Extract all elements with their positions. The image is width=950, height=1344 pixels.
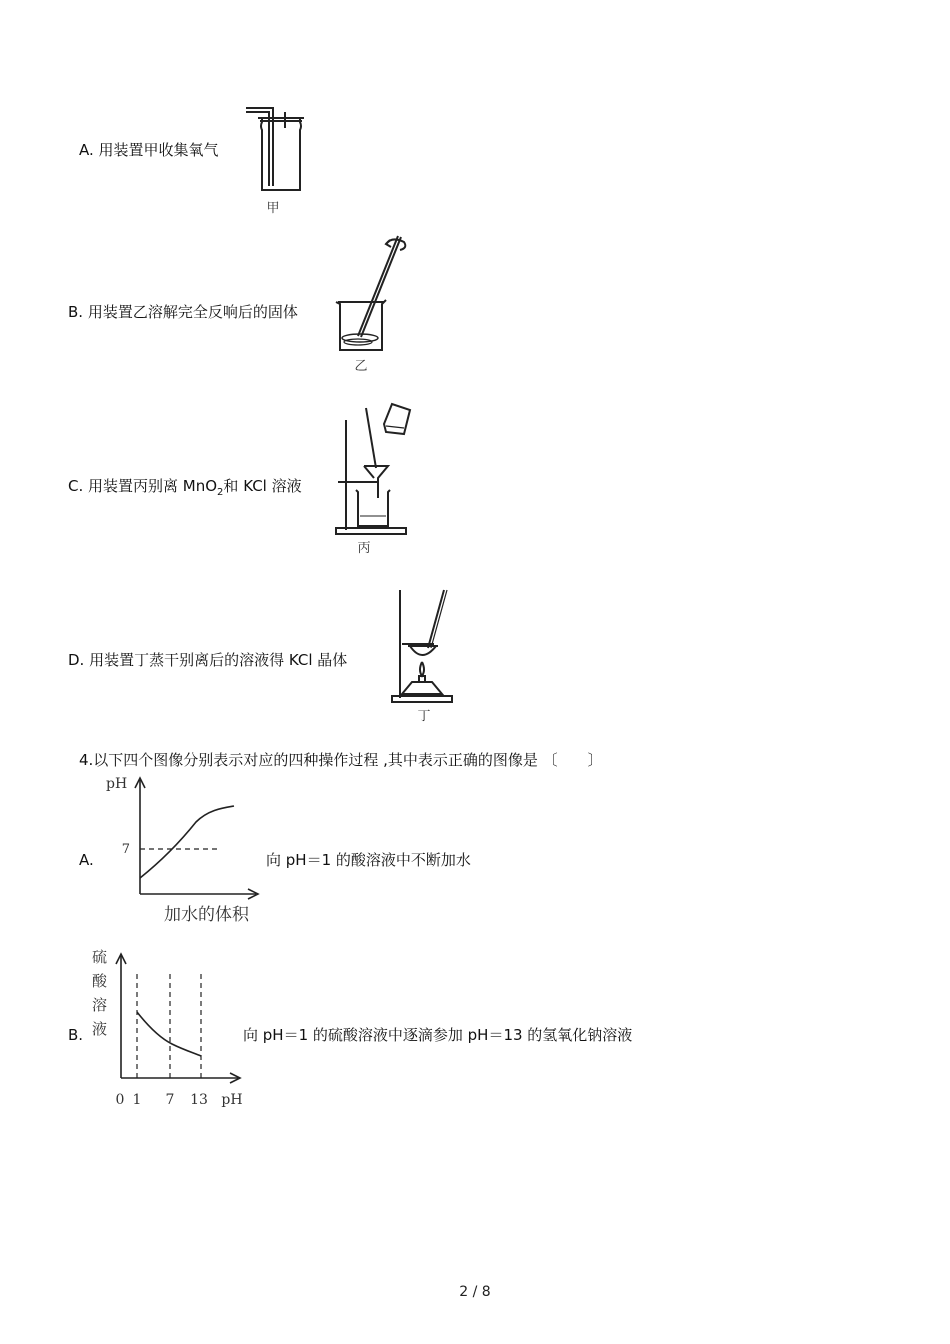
q3-option-a-text: A. 用装置甲收集氧气: [79, 141, 219, 159]
q4-stem: 4.以下四个图像分别表示对应的四种操作过程 ,其中表示正确的图像是 〔 〕: [79, 751, 603, 769]
y-axis-label: pH: [106, 776, 128, 792]
series-line-acid: [137, 1012, 201, 1056]
figure-caption: 丁: [417, 709, 431, 724]
q4-option-a-label: A.: [79, 851, 94, 869]
ytick-label-7: 7: [121, 842, 130, 857]
series-line-ph: [140, 806, 234, 878]
figure-caption: 乙: [354, 359, 368, 374]
page-number: 2 / 8: [459, 1284, 491, 1300]
filtration-apparatus-figure: [330, 398, 420, 558]
x-axis-label: pH: [221, 1092, 243, 1108]
xtick-label-13: 13: [190, 1092, 208, 1108]
y-axis-label: [92, 948, 108, 1038]
figure-caption: 甲: [266, 201, 280, 216]
y-axis-label-char: 液: [92, 1020, 108, 1038]
q4-option-a-text: 向 pH＝1 的酸溶液中不断加水: [266, 851, 471, 869]
xtick-label-7: 7: [165, 1092, 175, 1108]
beaker-stirring-figure: [330, 226, 410, 374]
x-axis-label: 加水的体积: [164, 905, 249, 925]
figure-caption: 丙: [357, 541, 371, 556]
chart-sulfuric-acid-vs-ph: [88, 942, 248, 1112]
evaporation-apparatus-figure: [388, 586, 458, 726]
q3-option-b-text: B. 用装置乙溶解完全反响后的固体: [68, 303, 298, 321]
xtick-label-1: 1: [132, 1092, 142, 1108]
chart-ph-vs-water: [100, 770, 270, 930]
y-axis-label-char: 硫: [92, 948, 108, 966]
xtick-label-0: 0: [115, 1092, 125, 1108]
gas-collecting-bottle-figure: [240, 100, 310, 218]
q4-option-b-text: 向 pH＝1 的硫酸溶液中逐滴参加 pH＝13 的氢氧化钠溶液: [243, 1026, 633, 1044]
y-axis-label-char: 酸: [92, 972, 108, 990]
y-axis-label-char: 溶: [92, 996, 108, 1014]
q3-option-c-text: C. 用装置丙别离 MnO$_2$和 KCl 溶液: [68, 477, 302, 498]
q4-option-b-label: B.: [68, 1026, 84, 1044]
q3-option-d-text: D. 用装置丁蒸干别离后的溶液得 KCl 晶体: [68, 651, 348, 669]
